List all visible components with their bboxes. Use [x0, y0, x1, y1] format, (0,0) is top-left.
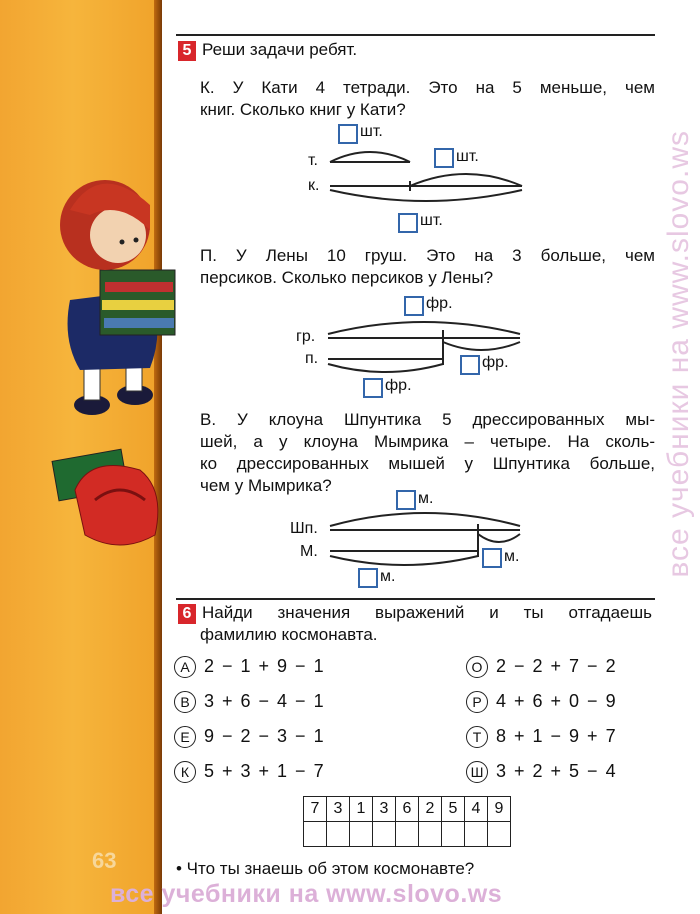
answer-letter-cell[interactable]: [442, 822, 465, 847]
expression-row: [466, 691, 616, 713]
answer-number-cell: 4: [465, 797, 488, 822]
answer-number-cell: 3: [327, 797, 350, 822]
answer-letter-cell[interactable]: [419, 822, 442, 847]
unit-label: фр.: [385, 377, 412, 394]
task6-number: 6: [178, 604, 196, 624]
expression: 8 + 1 − 9 + 7: [496, 726, 616, 746]
row-label: п.: [305, 350, 319, 367]
final-question: • Что ты знаешь об этом космонавте?: [176, 859, 475, 878]
expression-row: [174, 726, 324, 748]
unit-label: м.: [504, 548, 520, 565]
answer-box[interactable]: [396, 490, 416, 510]
answer-box[interactable]: [338, 124, 358, 144]
expression: 2 − 2 + 7 − 2: [496, 656, 616, 676]
answer-number-cell: 9: [488, 797, 511, 822]
task5-number: 5: [178, 41, 196, 61]
expression-row: [174, 691, 324, 713]
expression: 4 + 6 + 0 − 9: [496, 691, 616, 711]
answer-number-cell: 7: [304, 797, 327, 822]
expression: 2 − 1 + 9 − 1: [204, 656, 324, 676]
answer-number-cell: 1: [350, 797, 373, 822]
row-label: Шп.: [290, 520, 318, 537]
row-label: к.: [308, 177, 320, 194]
letter-circle: В: [174, 691, 196, 713]
problem-v-line1: В. У клоуна Шпунтика 5 дрессированных мы-: [200, 410, 655, 429]
expression: 3 + 6 − 4 − 1: [204, 691, 324, 711]
answer-number-cell: 3: [373, 797, 396, 822]
expression-row: [466, 656, 616, 678]
row-label: М.: [300, 543, 318, 560]
letter-circle: Т: [466, 726, 488, 748]
answer-letter-cell[interactable]: [465, 822, 488, 847]
section-rule: [176, 598, 655, 600]
problem-v-line4: чем у Мымрика?: [200, 476, 332, 495]
row-label: гр.: [296, 328, 316, 345]
task6-title-line2: фамилию космонавта.: [200, 625, 378, 644]
diagram-k: [330, 152, 522, 201]
side-watermark: все учебники на www.slovo.ws: [662, 130, 695, 578]
answer-number-cell: 5: [442, 797, 465, 822]
answer-table: [303, 796, 511, 847]
task6-title-line1: Найди значения выражений и ты отгадаешь: [202, 603, 652, 622]
expression: 5 + 3 + 1 − 7: [204, 761, 324, 781]
letter-circle: Ш: [466, 761, 488, 783]
problem-p-line1: П. У Лены 10 груш. Это на 3 больше, чем: [200, 246, 655, 265]
problem-k-line2: книг. Сколько книг у Кати?: [200, 100, 406, 119]
answer-letter-cell[interactable]: [373, 822, 396, 847]
unit-label: шт.: [456, 148, 479, 165]
backpack-illustration: [52, 449, 158, 545]
unit-label: м.: [380, 568, 396, 585]
answer-letter-row: [304, 822, 511, 847]
answer-letter-cell[interactable]: [327, 822, 350, 847]
expression-row: [466, 761, 616, 783]
problem-v-line2: шей, а у клоуна Мымрика – четыре. На сколь-: [200, 432, 655, 451]
unit-label: шт.: [420, 212, 443, 229]
letter-circle: Е: [174, 726, 196, 748]
expression: 3 + 2 + 5 − 4: [496, 761, 616, 781]
unit-label: фр.: [482, 354, 509, 371]
answer-box[interactable]: [398, 213, 418, 233]
row-label: т.: [308, 152, 318, 169]
answer-box[interactable]: [363, 378, 383, 398]
answer-number-cell: 6: [396, 797, 419, 822]
problem-v-line3: ко дрессированных мышей у Шпунтика больше,: [200, 454, 655, 473]
unit-label: фр.: [426, 295, 453, 312]
expression: 9 − 2 − 3 − 1: [204, 726, 324, 746]
answer-box[interactable]: [460, 355, 480, 375]
letter-circle: А: [174, 656, 196, 678]
task5-heading: [178, 40, 357, 61]
unit-label: м.: [418, 490, 434, 507]
task6-heading: [178, 603, 655, 624]
expression-row: [174, 761, 324, 783]
answer-number-cell: 2: [419, 797, 442, 822]
problem-k-line1: К. У Кати 4 тетради. Это на 5 меньше, чем: [200, 78, 655, 97]
letter-circle: О: [466, 656, 488, 678]
unit-label: шт.: [360, 123, 383, 140]
top-rule: [176, 34, 655, 36]
page-number: 63: [92, 848, 117, 873]
answer-box[interactable]: [482, 548, 502, 568]
answer-box[interactable]: [404, 296, 424, 316]
letter-circle: Р: [466, 691, 488, 713]
expression-row: [466, 726, 616, 748]
bottom-watermark: все учебники на www.slovo.ws: [110, 880, 503, 908]
answer-number-row: [304, 797, 511, 822]
answer-letter-cell[interactable]: [488, 822, 511, 847]
letter-circle: К: [174, 761, 196, 783]
task5-title: Реши задачи ребят.: [202, 40, 358, 59]
answer-letter-cell[interactable]: [304, 822, 327, 847]
problem-p-line2: персиков. Сколько персиков у Лены?: [200, 268, 494, 287]
answer-box[interactable]: [358, 568, 378, 588]
expression-row: [174, 656, 324, 678]
answer-letter-cell[interactable]: [396, 822, 419, 847]
girl-illustration: [60, 180, 175, 415]
answer-letter-cell[interactable]: [350, 822, 373, 847]
answer-box[interactable]: [434, 148, 454, 168]
